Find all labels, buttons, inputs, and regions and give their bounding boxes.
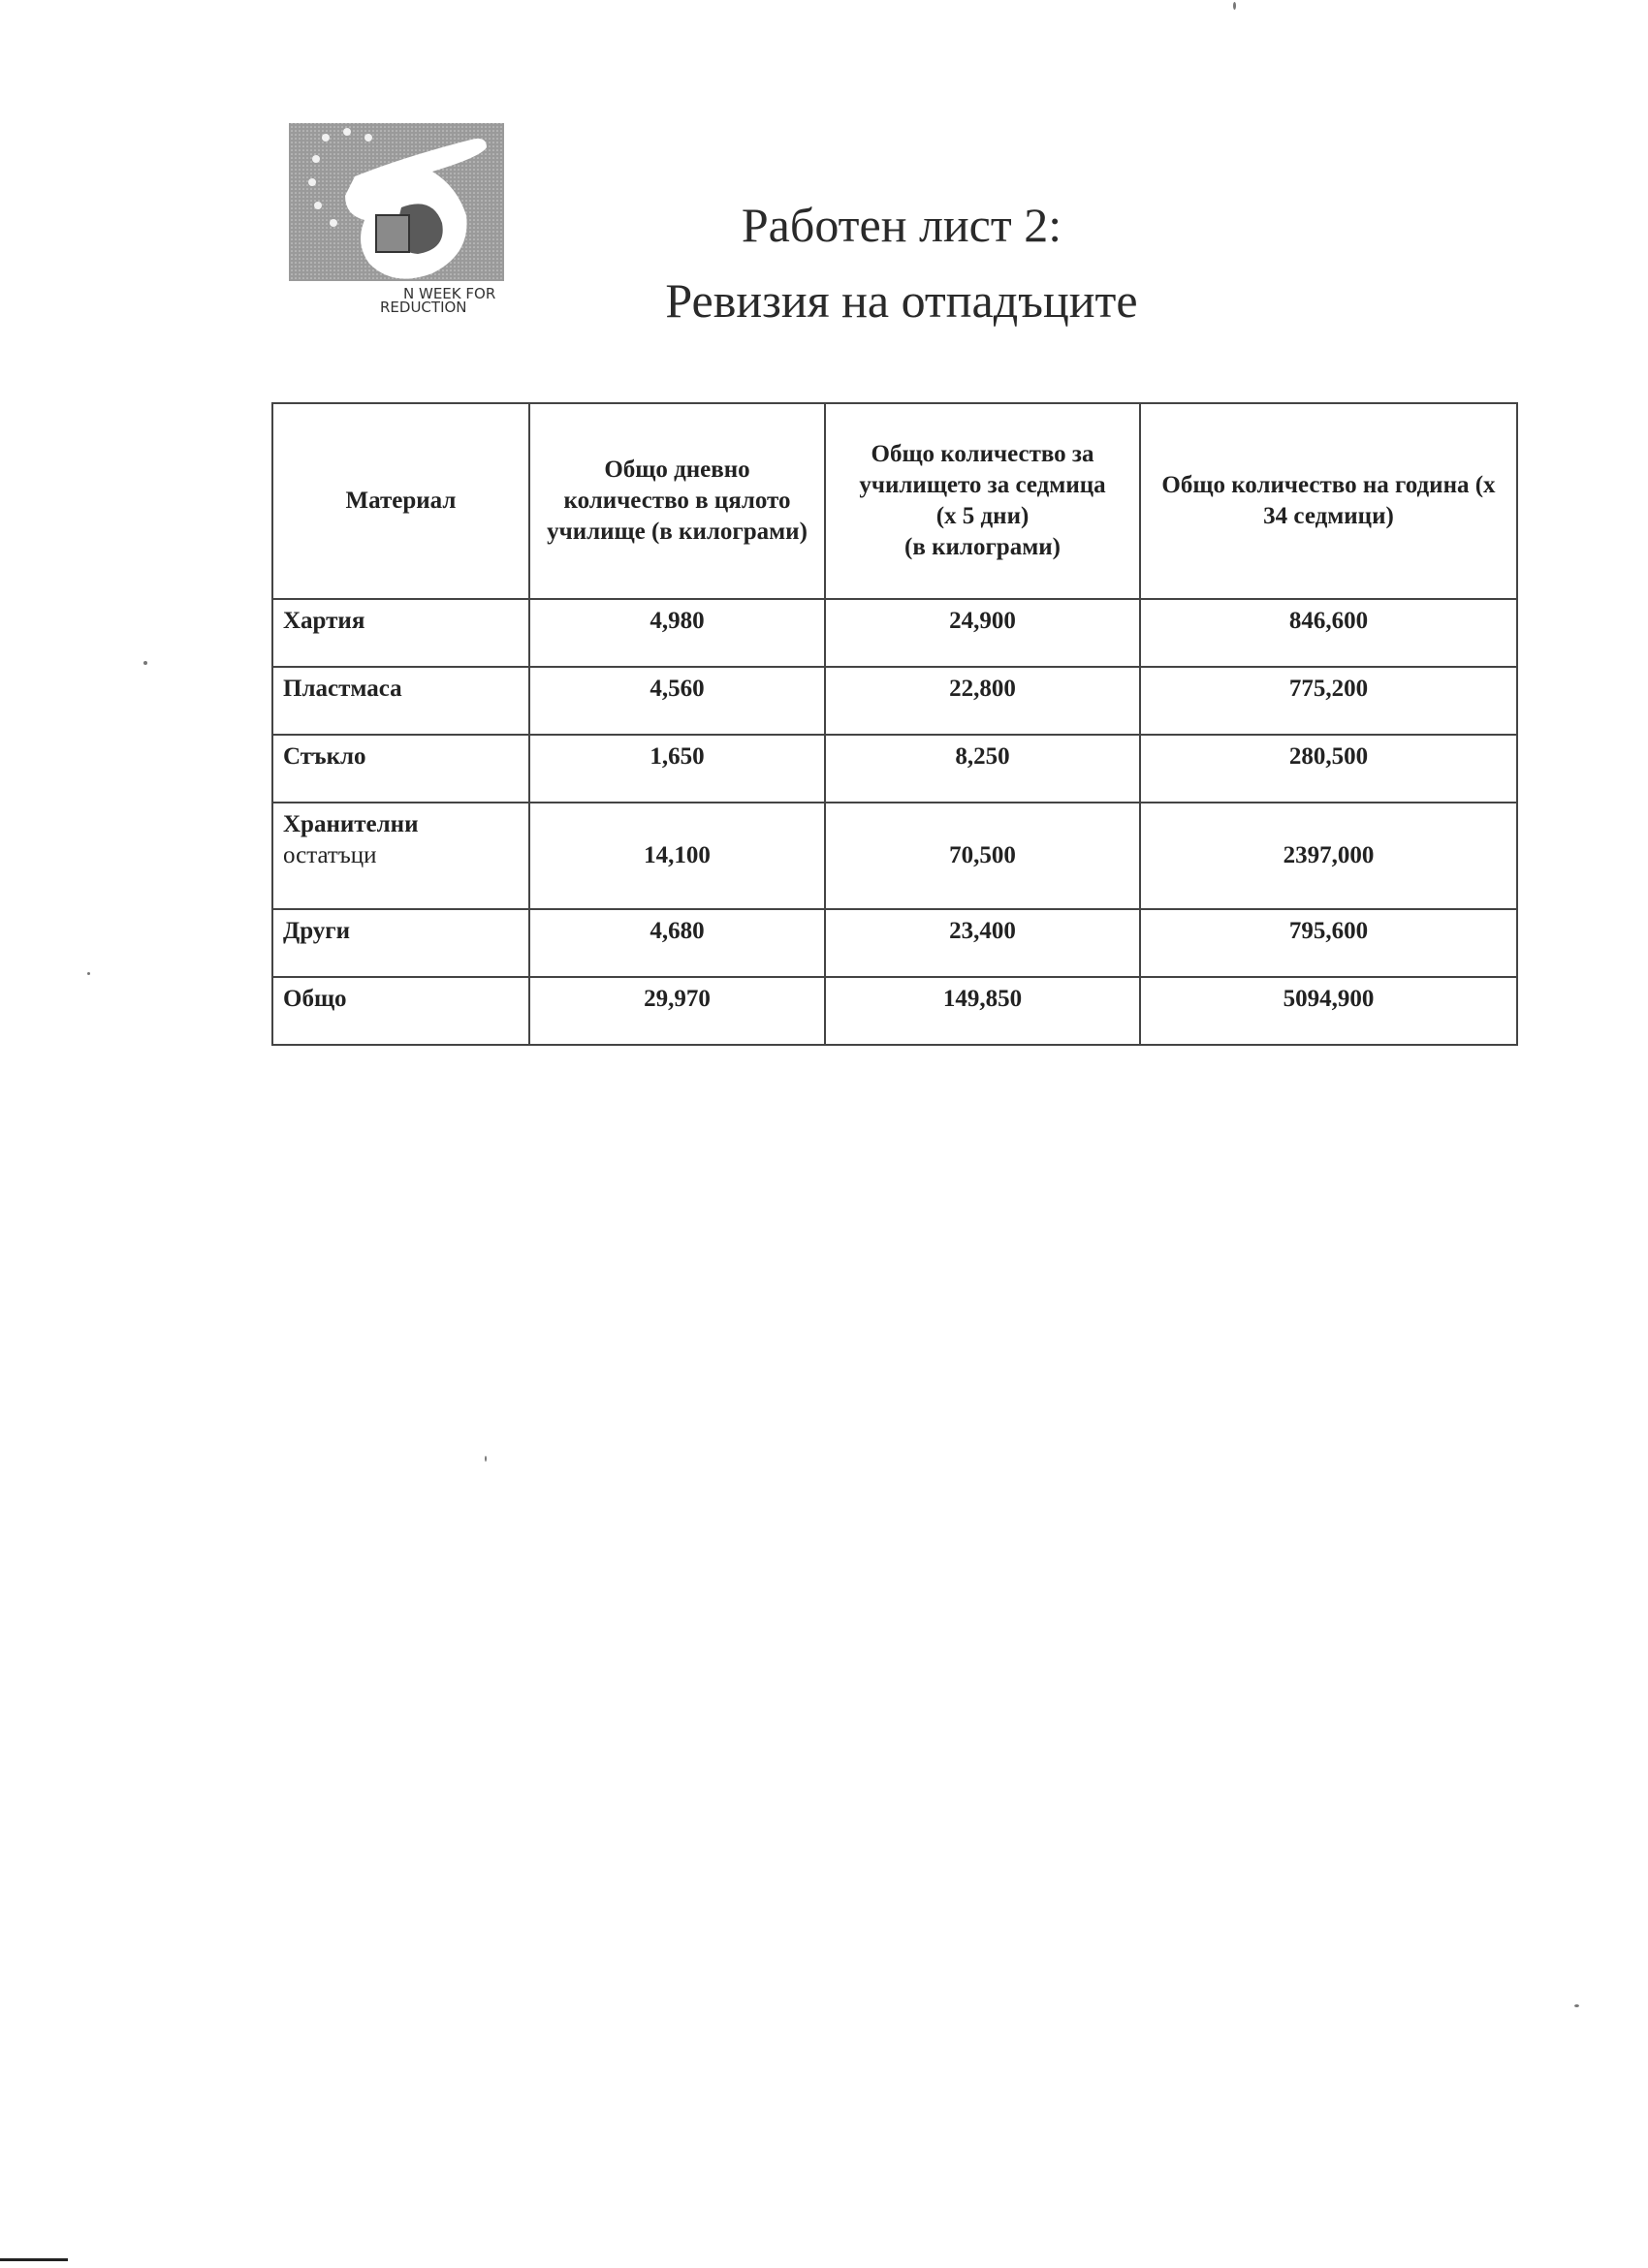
table-row (272, 803, 1517, 909)
yearly-cell: 795,600 (1140, 909, 1517, 977)
waste-audit-table (271, 402, 1518, 1046)
weekly-cell: 22,800 (825, 667, 1140, 735)
header-weekly-days: (х 5 дни) (935, 503, 1030, 529)
header-weekly-unit: (в килограми) (904, 534, 1061, 560)
table-row (272, 599, 1517, 667)
header-material: Материал (272, 403, 529, 599)
table-row (272, 667, 1517, 735)
material-line2: остатъци (283, 842, 377, 868)
material-cell: Пластмаса (272, 667, 529, 735)
scan-speck (1574, 2004, 1579, 2007)
daily-cell: 1,650 (529, 735, 825, 803)
yearly-cell: 280,500 (1140, 735, 1517, 803)
scan-speck (485, 1456, 487, 1462)
eu-week-waste-reduction-logo (287, 118, 516, 331)
material-cell: Други (272, 909, 529, 977)
page-subtitle: Ревизия на отпадъците (665, 273, 1138, 328)
page-title: Работен лист 2: (741, 198, 1062, 252)
weekly-cell: 23,400 (825, 909, 1140, 977)
header-weekly (825, 403, 1140, 599)
material-cell: Общо (272, 977, 529, 1045)
material-cell (272, 803, 529, 909)
header-weekly-main: Общо количество за училището за седмица (859, 441, 1106, 498)
logo-text-1: N WEEK FOR (403, 285, 496, 302)
logo-text-2: REDUCTION (380, 299, 467, 316)
scan-speck (87, 972, 90, 975)
header-daily: Общо дневно количество в цялото училище (в килограми) (529, 403, 825, 599)
yearly-cell: 775,200 (1140, 667, 1517, 735)
table-total-row (272, 977, 1517, 1045)
daily-cell: 4,560 (529, 667, 825, 735)
table-header-row (272, 403, 1517, 599)
logo-graphic (287, 118, 516, 331)
scan-speck (143, 661, 147, 665)
daily-cell: 4,680 (529, 909, 825, 977)
yearly-cell: 846,600 (1140, 599, 1517, 667)
material-cell: Хартия (272, 599, 529, 667)
scan-speck (0, 2258, 68, 2261)
header-yearly: Общо количество на година (х 34 седмици) (1140, 403, 1517, 599)
table-row (272, 909, 1517, 977)
daily-cell: 29,970 (529, 977, 825, 1045)
weekly-cell: 70,500 (825, 803, 1140, 909)
daily-cell: 4,980 (529, 599, 825, 667)
yearly-cell: 2397,000 (1140, 803, 1517, 909)
weekly-cell: 149,850 (825, 977, 1140, 1045)
weekly-cell: 24,900 (825, 599, 1140, 667)
daily-cell: 14,100 (529, 803, 825, 909)
scan-speck (1233, 2, 1236, 10)
table-row (272, 735, 1517, 803)
weekly-cell: 8,250 (825, 735, 1140, 803)
material-line1: Хранителни (283, 811, 419, 837)
yearly-cell: 5094,900 (1140, 977, 1517, 1045)
material-cell: Стъкло (272, 735, 529, 803)
